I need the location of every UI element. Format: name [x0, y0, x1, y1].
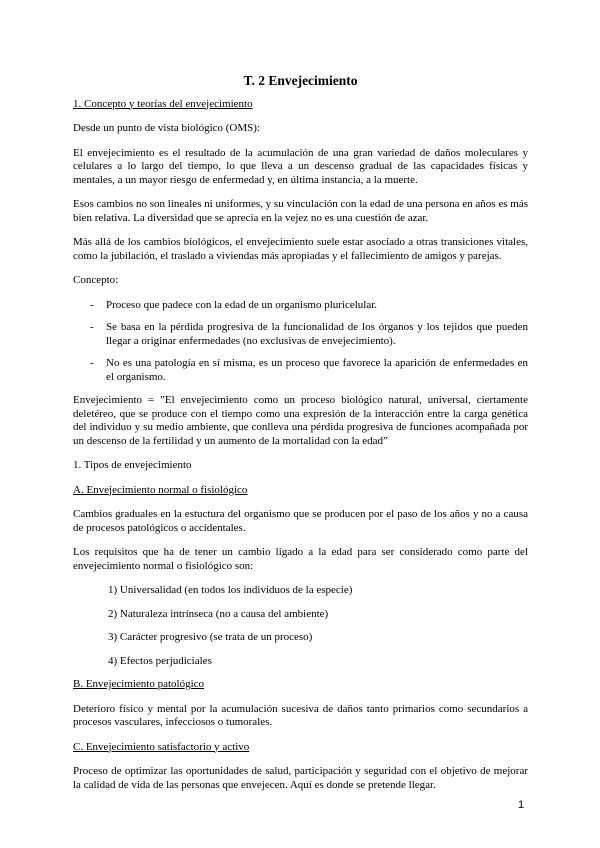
subheading-normal: A. Envejecimiento normal o fisiológico: [73, 483, 248, 496]
page-content: [73, 74, 528, 803]
list-item: [73, 357, 528, 384]
list-item: [73, 321, 528, 348]
page-number: 1: [518, 799, 525, 811]
list-item: 1) Universalidad (en todos los individuos de la especie): [108, 584, 353, 596]
section-heading-tipos: 1. Tipos de envejecimiento: [73, 459, 192, 471]
paragraph-normal-2: Los requisitos que ha de tener un cambio ligado a la edad para ser considerado como parte del envejecimiento normal o fisiológico son:: [73, 546, 528, 572]
list-item-text: Proceso que padece con la edad de un organismo pluricelular.: [106, 298, 378, 311]
paragraph-oms: Desde un punto de vista biológico (OMS):: [73, 122, 260, 134]
paragraph-patologico: Deterioro físico y mental por la acumulación sucesiva de daños tanto primarios como secundarios a procesos vasculares, infecciosos o tumorales.: [73, 702, 528, 728]
paragraph-normal-1: Cambios graduales en la estuctura del organismo que se producen por el paso de los años y no a causa de procesos patológicos o accidentales.: [73, 508, 528, 534]
list-item: 3) Carácter progresivo (se trata de un proceso): [108, 631, 313, 643]
concept-list: [73, 299, 528, 385]
requisitos-list: [73, 584, 528, 668]
subheading-satisfactorio: C. Envejecimiento satisfactorio y activo: [73, 740, 250, 753]
paragraph-concepto-label: Concepto:: [73, 274, 119, 286]
paragraph-satisfactorio: Proceso de optimizar las oportunidades de salud, participación y seguridad con el objetivo de mejorar la calidad de vida de las personas que envejecen. Aquí es donde se pretende llegar.: [73, 765, 528, 791]
paragraph-cambios: Esos cambios no son lineales ni uniformes, y su vinculación con la edad de una persona en años es más bien relativa. La diversidad que se aprecia en la vejez no es una cuestión de azar.: [73, 198, 528, 224]
paragraph-transiciones: Más allá de los cambios biológicos, el envejecimiento suele estar asociado a otras transiciones vitales, como la jubilación, el traslado a viviendas más apropiadas y el fallecimiento de amigos y parejas.: [73, 236, 528, 262]
dash-bullet: -: [90, 357, 94, 369]
paragraph-definition: El envejecimiento es el resultado de la acumulación de una gran variedad de daños moleculares y celulares a lo largo del tiempo, lo que lleva a un descenso gradual de las capacidades físicas y mentales, a un mayor riesgo de enfermedad y, en última instancia, a la muerte.: [73, 146, 528, 186]
document-title: T. 2 Envejecimiento: [243, 73, 358, 88]
list-item: 4) Efectos perjudiciales: [108, 654, 212, 667]
subheading-patologico: B. Envejecimiento patológico: [73, 678, 205, 690]
list-item: 2) Naturaleza intrínseca (no a causa del ambiente): [108, 607, 329, 620]
section-heading-concepto: 1. Concepto y teorías del envejecimiento: [73, 97, 253, 110]
list-item-text: Se basa en la pérdida progresiva de la funcionalidad de los órganos y los tejidos que pueden llegar a originar enfermedades (no exclusivas de envejecimiento).: [106, 321, 528, 347]
list-item-text: No es una patología en sí misma, es un proceso que favorece la aparición de enfermedades en el organismo.: [106, 357, 528, 383]
dash-bullet: -: [90, 298, 94, 311]
paragraph-quote: Envejecimiento = ”El envejecimiento como un proceso biológico natural, universal, ciertamente deletéreo, que se produce con el tiempo como una expresión de la interacción entre la carga genética del individuo y su medio ambiente, que conlleva una pérdida progresiva de funciones acompañada por un descenso de la fertilidad y un aumento de la mortalidad con la edad”: [73, 394, 528, 447]
list-item: [73, 299, 528, 313]
dash-bullet: -: [90, 321, 94, 333]
